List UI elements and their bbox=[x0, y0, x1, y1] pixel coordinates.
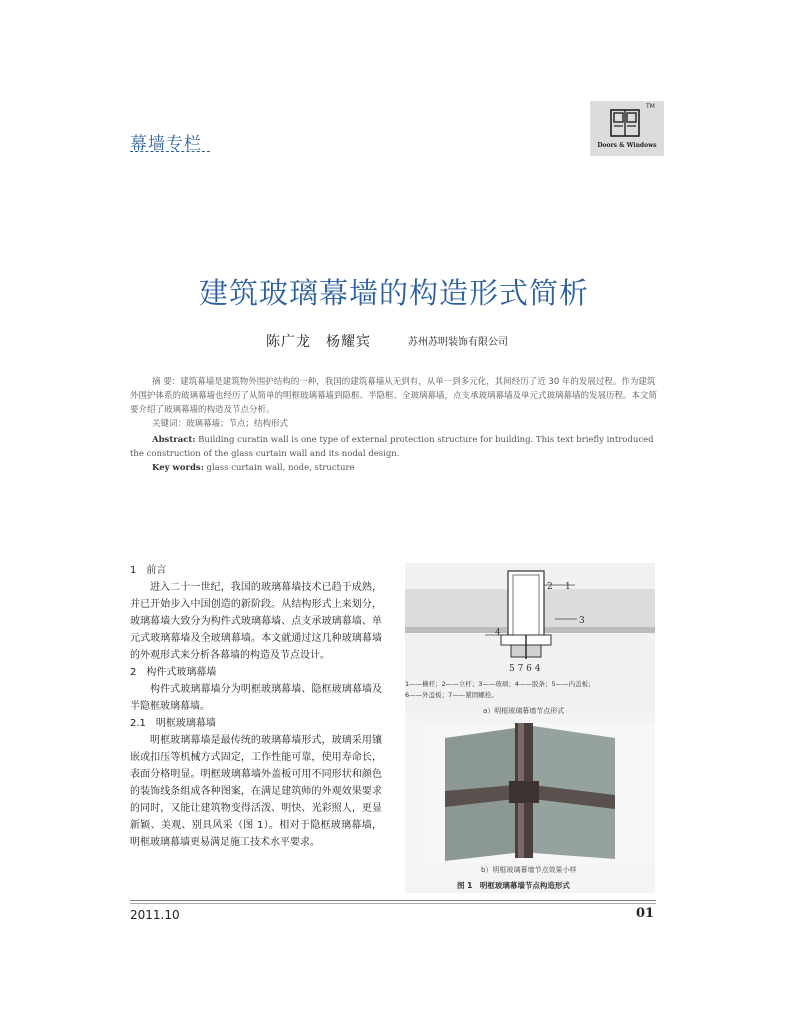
section-2-1-heading: 2.1 明框玻璃幕墙 bbox=[130, 718, 216, 729]
section-2-heading: 2 构件式玻璃幕墙 bbox=[130, 667, 217, 678]
footer-rule bbox=[130, 900, 656, 901]
logo-text: Doors & Windows bbox=[597, 142, 657, 149]
section-2-1-paragraph: 明框玻璃幕墙是最传统的玻璃幕墙形式，玻璃采用镶嵌或扣压等机械方式固定，工作性能可靠，使用寿命长，表面分格明显。明框玻璃幕墙外盖板可用不同形状和颜色的装饰线条组成各种图案，在满足建筑师的外观效果要求的同时，又能让建筑物变得活泼、明快、光彩照人，更显新颖、美观、别具风采（图 1）。相对于隐框玻璃幕墙，明框玻璃幕墙更易满足施工技术水平要求。 bbox=[130, 735, 382, 848]
figure-caption: 图 1 明框玻璃幕墙节点构造形式 bbox=[457, 881, 570, 890]
label-1: 1 bbox=[565, 582, 571, 592]
legend-line-2: 6——外盖板；7——紧固螺栓。 bbox=[405, 691, 498, 699]
caption-a: a）明框玻璃幕墙节点形式 bbox=[483, 707, 565, 715]
caption-b: b）明框玻璃幕墙节点效果小样 bbox=[481, 866, 577, 874]
footer-rule-secondary bbox=[130, 903, 656, 904]
label-4: 4 bbox=[495, 628, 501, 638]
section-1-paragraph: 进入二十一世纪，我国的玻璃幕墙技术已趋于成熟，并已开始步入中国创造的新阶段。从结构形式上来划分，玻璃幕墙大致分为构件式玻璃幕墙、点支承玻璃幕墙、单元式玻璃幕墙及全玻璃幕墙。本文就通过这几种玻璃幕墙的外观形式来分析各幕墙的构造及节点设计。 bbox=[130, 582, 382, 661]
mullion-section bbox=[508, 571, 544, 643]
label-2: 2 bbox=[547, 582, 553, 592]
authors: 陈广龙 杨耀宾 bbox=[266, 334, 371, 350]
figure-1 bbox=[405, 563, 655, 893]
legend-line-1: 1——横杆；2——立杆；3——玻璃；4——胶条；5——内盖板； bbox=[405, 680, 595, 688]
section-1-heading: 1 前言 bbox=[130, 565, 167, 576]
body-text-column bbox=[130, 562, 382, 851]
keywords-english-text: glass curtain wall, node, structure bbox=[203, 463, 355, 473]
keywords-chinese: 关键词：玻璃幕墙；节点；结构形式 bbox=[152, 419, 289, 429]
keywords-english-label: Key words: bbox=[152, 463, 204, 473]
page-number: 01 bbox=[636, 906, 655, 921]
node-joint bbox=[509, 781, 539, 803]
abstract-english-label: Abstract: bbox=[152, 435, 196, 445]
section-2-paragraph: 构件式玻璃幕墙分为明框玻璃幕墙、隐框玻璃幕墙及半隐框玻璃幕墙。 bbox=[130, 684, 382, 712]
article-title: 建筑玻璃幕墙的构造形式简析 bbox=[198, 276, 589, 310]
keywords-english bbox=[152, 461, 355, 475]
abstract-english-text: Building curatin wall is one type of external protection structure for building. This text briefly introduced the construction of the glass curtain wall and its nodal design. bbox=[130, 435, 654, 459]
door-logo-icon bbox=[610, 109, 640, 137]
bottom-labels: 5 7 6 4 bbox=[509, 664, 541, 674]
affiliation: 苏州苏明装饰有限公司 bbox=[408, 337, 508, 348]
figure-1-drawing bbox=[405, 563, 655, 893]
abstract-english bbox=[130, 433, 660, 461]
doors-windows-logo bbox=[590, 101, 664, 156]
abstract-chinese bbox=[130, 375, 660, 417]
label-3: 3 bbox=[579, 616, 585, 626]
logo-trademark: TM bbox=[646, 103, 655, 110]
column-title: 幕墙专栏 bbox=[130, 134, 202, 154]
abstract-chinese-text: 摘 要：建筑幕墙是建筑物外围护结构的一种，我国的建筑幕墙从无到有，从单一到多元化，其间经历了近 30 年的发展过程。作为建筑外围护体系的玻璃幕墙也经历了从简单的明框玻璃幕墙到隐框、半隐框、全玻璃幕墙，点支承玻璃幕墙及单元式玻璃幕墙的发展历程。本文简要介绍了玻璃幕墙的构造及节点分析。 bbox=[130, 377, 658, 415]
column-title-underline bbox=[130, 151, 210, 152]
footer-date: 2011.10 bbox=[130, 908, 180, 922]
